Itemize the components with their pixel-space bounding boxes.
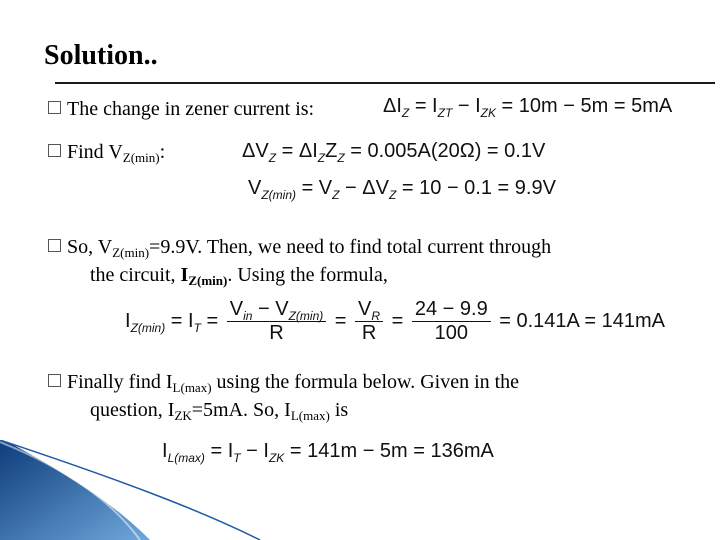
fraction-2: $\frac{V_R}{R}$ xyxy=(355,298,383,345)
bullet-4-subscript: L(max) xyxy=(290,408,330,423)
fraction-3: $\frac{24 - 9.9}{100}$ xyxy=(412,298,491,345)
bullet-3-text: the circuit, xyxy=(90,264,181,286)
equation-il-max: $I_{L(max)} = I_T - I_{ZK} = 141m - 5m = 136mA$ xyxy=(162,440,494,465)
bullet-4-subscript: L(max) xyxy=(172,380,212,395)
checkbox-bullet-icon xyxy=(48,144,61,157)
bullet-4-text: question, I xyxy=(90,399,175,421)
bullet-4-subscript: ZK xyxy=(174,408,192,423)
bullet-3-text: . Using the formula, xyxy=(227,264,388,286)
eq4-rhs: = 0.141A = 141mA xyxy=(499,309,665,332)
title-underline xyxy=(55,82,715,84)
bullet-4-text: =5mA. So, I xyxy=(191,399,291,421)
bullet-2 xyxy=(48,140,165,166)
bullet-4-text: using the formula below. Given in the xyxy=(211,371,520,393)
equation-vz-min: $V_{Z(min)} = V_Z - \Delta V_Z = 10 - 0.1 = 9.9V$ xyxy=(248,177,556,202)
bullet-3 xyxy=(48,235,708,261)
bullet-4-text: is xyxy=(329,399,349,421)
equation-iz-min: $I_{Z(min)} = I_T$ = $\frac{V_{in} - V_{Z(min)}}{R}$ = $\frac{V_R}{R}$ = $\frac{24 - 9.9}{100}$ = 0.141A = 141mA xyxy=(125,298,665,344)
bullet-3-subscript: Z(min) xyxy=(112,245,150,260)
bullet-4-line-2 xyxy=(90,398,348,424)
equation-delta-vz: $\Delta V_Z = \Delta I_ZZ_Z = 0.005A(20\Omega) = 0.1V$ xyxy=(242,140,546,165)
bullet-2-colon: : xyxy=(159,141,166,163)
equation-delta-iz: $\Delta I_Z = I_{ZT} - I_{ZK} = 10m - 5m = 5mA$ xyxy=(383,95,673,120)
bullet-1-text: The change in zener current is: xyxy=(67,98,315,120)
bullet-3-text: =9.9V. Then, we need to find total current through xyxy=(149,236,552,258)
fraction-1: $\frac{V_{in} - V_{Z(min)}}{R}$ xyxy=(227,298,327,345)
bullet-2-subscript: Z(min) xyxy=(122,150,160,165)
bullet-2-text: Find V xyxy=(67,141,123,163)
bullet-3-text: So, V xyxy=(67,236,113,258)
bullet-4 xyxy=(48,370,708,396)
eq4-lhs: $I_{Z(min)} = I_T$ = xyxy=(125,309,219,335)
checkbox-bullet-icon xyxy=(48,239,61,252)
checkbox-bullet-icon xyxy=(48,374,61,387)
decorative-swoosh xyxy=(0,440,720,540)
bullet-3-bold: I xyxy=(180,264,189,286)
checkbox-bullet-icon xyxy=(48,101,61,114)
bullet-3-line-2 xyxy=(90,263,388,289)
bullet-1 xyxy=(48,97,314,121)
slide-title: Solution.. xyxy=(44,40,158,71)
bullet-4-text: Finally find I xyxy=(67,371,173,393)
bullet-3-bold-subscript: Z(min) xyxy=(188,273,228,288)
